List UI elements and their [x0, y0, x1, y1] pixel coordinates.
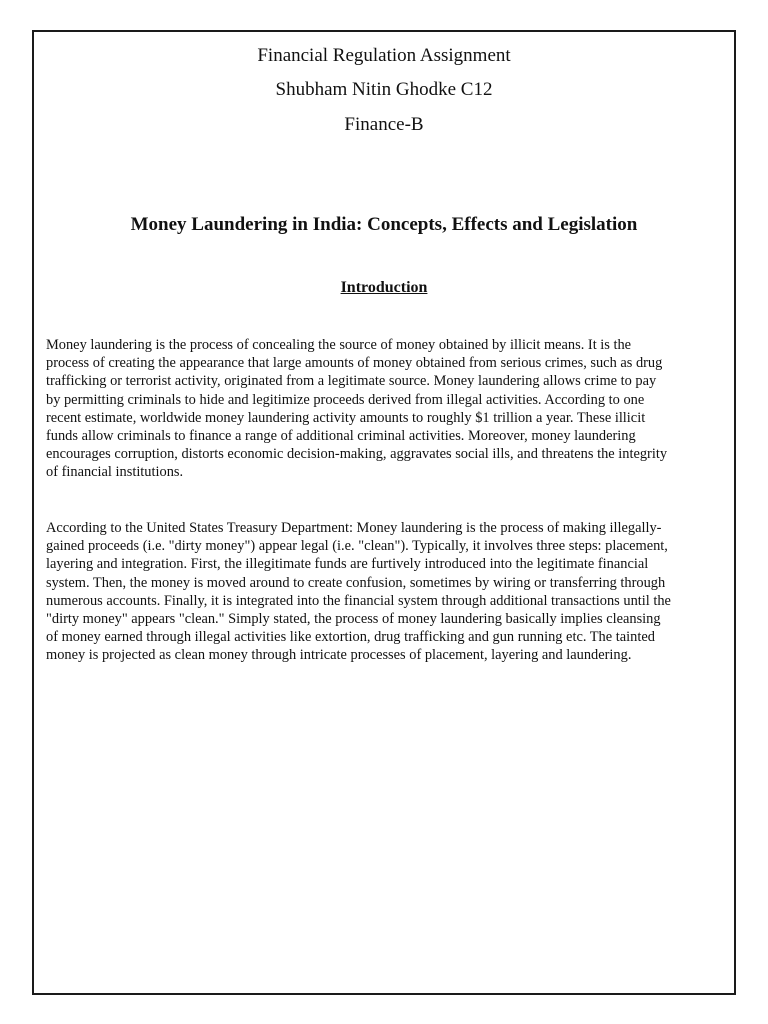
paragraph-line: of financial institutions.	[46, 464, 184, 481]
paragraph-line: system. Then, the money is moved around to create confusion, sometimes by wiring or transferring through	[46, 574, 666, 591]
paragraph-line: "dirty money" appears "clean." Simply stated, the process of money laundering basically implies cleansing	[46, 611, 661, 628]
paragraph-line: encourages corruption, distorts economic decision-making, aggravates social ills, and threatens the integrity	[46, 446, 668, 463]
paragraph-line: process of creating the appearance that large amounts of money obtained from serious crimes, such as drug	[46, 355, 663, 372]
assignment-title: Financial Regulation Assignment	[257, 45, 511, 66]
paragraph-line: funds allow criminals to finance a range of additional criminal activities. Moreover, money laundering	[46, 428, 636, 445]
paragraph-1	[46, 336, 724, 482]
paragraph-2	[46, 519, 724, 665]
section-heading-introduction: Introduction	[340, 279, 428, 296]
paragraph-line: layering and integration. First, the illegitimate funds are furtively introduced into the legitimate financial	[46, 556, 649, 573]
page-border	[32, 30, 736, 995]
document-title: Money Laundering in India: Concepts, Effects and Legislation	[130, 214, 638, 235]
paragraph-line: numerous accounts. Finally, it is integrated into the financial system through additional transactions until the	[46, 592, 671, 609]
author-line: Shubham Nitin Ghodke C12	[275, 79, 493, 100]
paragraph-line: recent estimate, worldwide money laundering activity amounts to roughly $1 trillion a year. These illicit	[46, 409, 646, 426]
paragraph-line: gained proceeds (i.e. "dirty money") appear legal (i.e. "clean"). Typically, it involves three steps: placement,	[46, 538, 668, 555]
paragraph-line: According to the United States Treasury Department: Money laundering is the process of making illegally-	[46, 520, 662, 536]
paragraph-line: trafficking or terrorist activity, originated from a legitimate source. Money laundering allows crime to pay	[46, 373, 657, 390]
paragraph-line: by permitting criminals to hide and legitimize proceeds derived from illegal activities. According to one	[46, 391, 645, 408]
paragraph-line: of money earned through illegal activities like extortion, drug trafficking and gun running etc. The tainted	[46, 629, 655, 646]
paragraph-line: Money laundering is the process of concealing the source of money obtained by illicit means. It is the	[46, 337, 632, 353]
paragraph-line: money is projected as clean money through intricate processes of placement, layering and laundering.	[46, 647, 632, 664]
class-line: Finance-B	[344, 114, 424, 135]
